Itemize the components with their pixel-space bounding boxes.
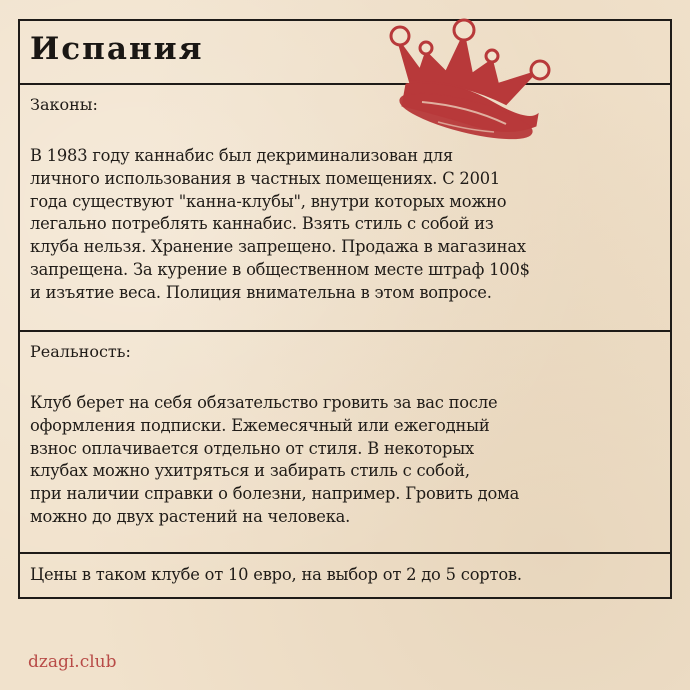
laws-line: легально потреблять каннабис. Взять стиль с собой из — [30, 214, 494, 234]
reality-line: взнос оплачивается отдельно от стиля. В некоторых — [30, 438, 475, 458]
title-section — [20, 21, 670, 85]
reality-line: оформления подписки. Ежемесячный или ежегодный — [30, 415, 490, 435]
laws-label: Законы: — [30, 95, 98, 114]
laws-line: клуба нельзя. Хранение запрещено. Продажа в магазинах — [30, 237, 526, 257]
reality-text — [30, 392, 664, 529]
laws-line: личного использования в частных помещениях. С 2001 — [30, 168, 501, 188]
reality-line: клубах можно ухитряться и забирать стиль с собой, — [30, 461, 470, 481]
laws-line: года существуют "канна-клубы", внутри которых можно — [30, 191, 507, 211]
reality-line: можно до двух растений на человека. — [30, 506, 351, 526]
brand-link[interactable]: dzagi.club — [28, 652, 117, 672]
laws-section — [20, 85, 670, 332]
reality-line: Клуб берет на себя обязательство гровить за вас после — [30, 393, 498, 412]
crown-icon — [388, 14, 564, 142]
laws-text — [30, 145, 664, 305]
reality-label: Реальность: — [30, 342, 131, 361]
info-card — [18, 19, 672, 599]
price-note: Цены в таком клубе от 10 евро, на выбор от 2 до 5 сортов. — [30, 565, 522, 584]
laws-line: и изъятие веса. Полиция внимательна в этом вопросе. — [30, 282, 492, 302]
laws-line: В 1983 году каннабис был декриминализован для — [30, 146, 453, 165]
reality-line: при наличии справки о болезни, например. Гровить дома — [30, 484, 520, 504]
laws-line: запрещена. За курение в общественном месте штраф 100$ — [30, 259, 530, 279]
price-section — [20, 554, 670, 597]
page-title: Испания — [30, 31, 204, 67]
reality-section — [20, 332, 670, 554]
